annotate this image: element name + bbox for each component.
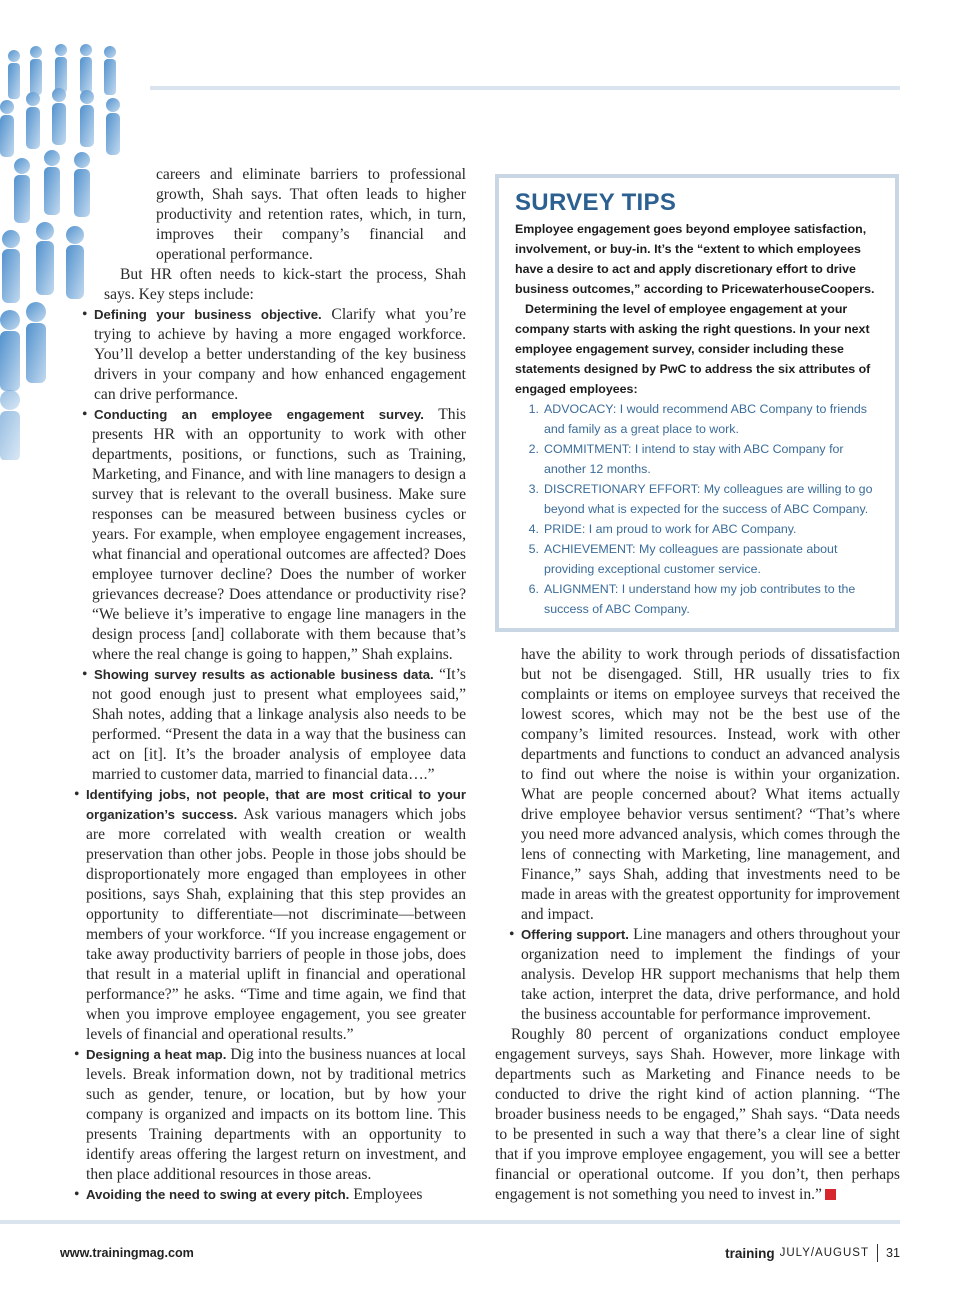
bullet-heading: Defining your business objective. (94, 307, 322, 322)
left-intro (100, 165, 466, 305)
bullet-dot: • (74, 786, 80, 803)
list-number: 4. (528, 522, 539, 536)
list-item (515, 579, 879, 619)
survey-tips-sidebar (495, 174, 899, 632)
list-text: ACHIEVEMENT: My colleagues are passionate about providing exceptional customer service. (544, 542, 838, 576)
top-rule (150, 86, 900, 90)
bullet-heading: Identifying jobs, not people, that are most critical to your organization’s success. (86, 787, 466, 822)
bullet-dot: • (74, 1186, 80, 1203)
list-number: 5. (528, 542, 539, 556)
bullet-item (74, 665, 466, 785)
attributes-list (515, 399, 879, 619)
list-text: COMMITMENT: I intend to stay with ABC Company for another 12 months. (544, 442, 844, 476)
bullet-dot: • (74, 1046, 80, 1063)
list-number: 1. (528, 402, 539, 416)
bullet-text: Dig into the business nuances at local levels. Break information down, not by traditional metrics such as gender, tenure, or location, but by how your company is organized and impacts on its bottom line. This presents Training departments with an opportunity to identify areas offering the largest return on investment, and then place additional resources in those areas. (86, 1046, 466, 1183)
bottom-rule (0, 1220, 900, 1224)
closing-text: Roughly 80 percent of organizations conduct employee engagement surveys, says Shah. However, more linkage with departments such as Marketing and Finance needs to be conducted to drive the right kind of action planning. “The broader business needs to be engaged,” Shah says. “Data needs to be presented in such a way that there’s a clear line of sight that if you improve employee engagement, you will see a better financial or operational outcome. If you don’t, then perhaps engagement is not something you need to invest in.” (495, 1026, 900, 1203)
list-text: DISCRETIONARY EFFORT: My colleagues are willing to go beyond what is expected for the success of ABC Company. (544, 482, 873, 516)
sidebar-title: SURVEY TIPS (515, 189, 677, 216)
end-mark-icon (825, 1189, 836, 1200)
bullet-text: Employees (349, 1186, 423, 1203)
bullet-text: This presents HR with an opportunity to work with other departments, positions, or functions, such as Training, Marketing, and Finance, and with line managers to design a survey that is relevant to the overall business. Make sure responses can be measured between business cycles or years. For example, when employee engagement increases, what financial and operational outcomes are affected? Does employee turnover decline? Does the number of worker grievances decrease? Does attendance or productivity rise? “We believe it’s imperative to engage line managers in the design process [and] collaborate with them because that’s where the real change is going to happen,” Shah explains. (92, 406, 467, 663)
bullet-text: Line managers and others throughout your organization need to implement the findings of your analysis. Develop HR support mechanisms that help them take action, interpret the data, drive performance, and hold the business accountable for performance improvement. (521, 926, 900, 1023)
bullet-dot: • (509, 926, 515, 943)
folio-divider (877, 1244, 878, 1262)
continuation-paragraph: have the ability to work through periods of dissatisfaction but not be disengaged. Still, HR usually tries to fix complaints or items on employee surveys that received the lowest scores, which may not be the best use of the company’s limited resources. Instead, work with other departments and functions to conduct an advanced analysis to find out where the noise is within your organization. What are people concerned about? What items actually drive employee behavior versus sentiment? “That’s where you need more advanced analysis, which comes through the lens of connecting with Marketing, line management, and Finance,” says Shah, adding that investments need to be made in areas with the greatest opportunity for improvement and impact. (521, 646, 900, 923)
bullet-item (74, 405, 466, 665)
left-column-bullets (74, 305, 466, 1205)
list-number: 6. (528, 582, 539, 596)
bullet-heading: Conducting an employee engagement survey. (94, 407, 424, 422)
list-text: PRIDE: I am proud to work for ABC Company. (544, 522, 797, 536)
list-number: 3. (528, 482, 539, 496)
bullet-dot: • (82, 306, 88, 323)
bullet-text: “It’s not good enough just to present what employees said,” Shah notes, adding that a linkage analysis also needs to be performed. “Present the data in a way that the business can act on [it]. It’s the broader analysis of employee data married to customer data, married to financial data….” (92, 666, 466, 783)
footer-folio (725, 1244, 900, 1262)
bullet-item (495, 925, 900, 1025)
bullet-text: Clarify what you’re trying to achieve by having a more engaged workforce. You’ll develop a better understanding of the key business drivers in your company and how enhanced engagement can drive performance. (94, 306, 466, 403)
intro-paragraph: careers and eliminate barriers to professional growth, Shah says. That often leads to higher productivity and retention rates, which, in turn, improves their company’s financial and operational performance. (156, 166, 466, 263)
list-item (515, 399, 879, 439)
list-item (515, 439, 879, 479)
bullet-text: Ask various managers which jobs are more correlated with wealth creation or wealth preservation than other jobs. People in those jobs should be disproportionately more engaged than employees in other positions, says Shah, explaining that this step provides an opportunity to differentiate—not discriminate—between members of your workforce. “If you increase engagement or take away productivity barriers of people in those jobs, does that result in a material uplift in financial and operational performance?” he asks. “Time and time again, we find that when you improve employee engagement, you see greater levels of financial and operational results.” (86, 806, 466, 1043)
right-column (495, 645, 900, 1205)
list-item (515, 519, 879, 539)
list-text: ADVOCACY: I would recommend ABC Company to friends and family as a great place to work. (544, 402, 867, 436)
bullet-item (74, 305, 466, 405)
list-text: ALIGNMENT: I understand how my job contributes to the success of ABC Company. (544, 582, 856, 616)
magazine-name: training (725, 1245, 775, 1261)
footer-url[interactable]: www.trainingmag.com (60, 1246, 194, 1260)
key-steps-paragraph: But HR often needs to kick-start the process, Shah says. Key steps include: (104, 266, 466, 303)
bullet-heading: Avoiding the need to swing at every pitch. (86, 1187, 350, 1202)
bullet-heading: Offering support. (521, 927, 629, 942)
bullet-item (74, 1185, 466, 1205)
bullet-item (74, 785, 466, 1045)
bullet-dot: • (82, 666, 88, 683)
closing-paragraph (495, 1025, 900, 1205)
bullet-item (74, 1045, 466, 1185)
list-item (515, 479, 879, 519)
bullet-heading: Designing a heat map. (86, 1047, 227, 1062)
list-item (515, 539, 879, 579)
bullet-heading: Showing survey results as actionable business data. (94, 667, 434, 682)
bullet-dot: • (82, 406, 88, 423)
sidebar-paragraph: Determining the level of employee engagement at your company starts with asking the right questions. In your next employee engagement survey, consider including these statements designed by PwC to address the six attributes of engaged employees: (515, 302, 871, 396)
sidebar-paragraph: Employee engagement goes beyond employee satisfaction, involvement, or buy-in. It’s the “extent to which employees have a desire to act and apply discretionary effort to drive business outcomes,” according to PricewaterhouseCoopers. (515, 222, 875, 296)
list-number: 2. (528, 442, 539, 456)
page-number: 31 (885, 1246, 900, 1260)
issue-date: JULY/AUGUST (779, 1247, 869, 1259)
